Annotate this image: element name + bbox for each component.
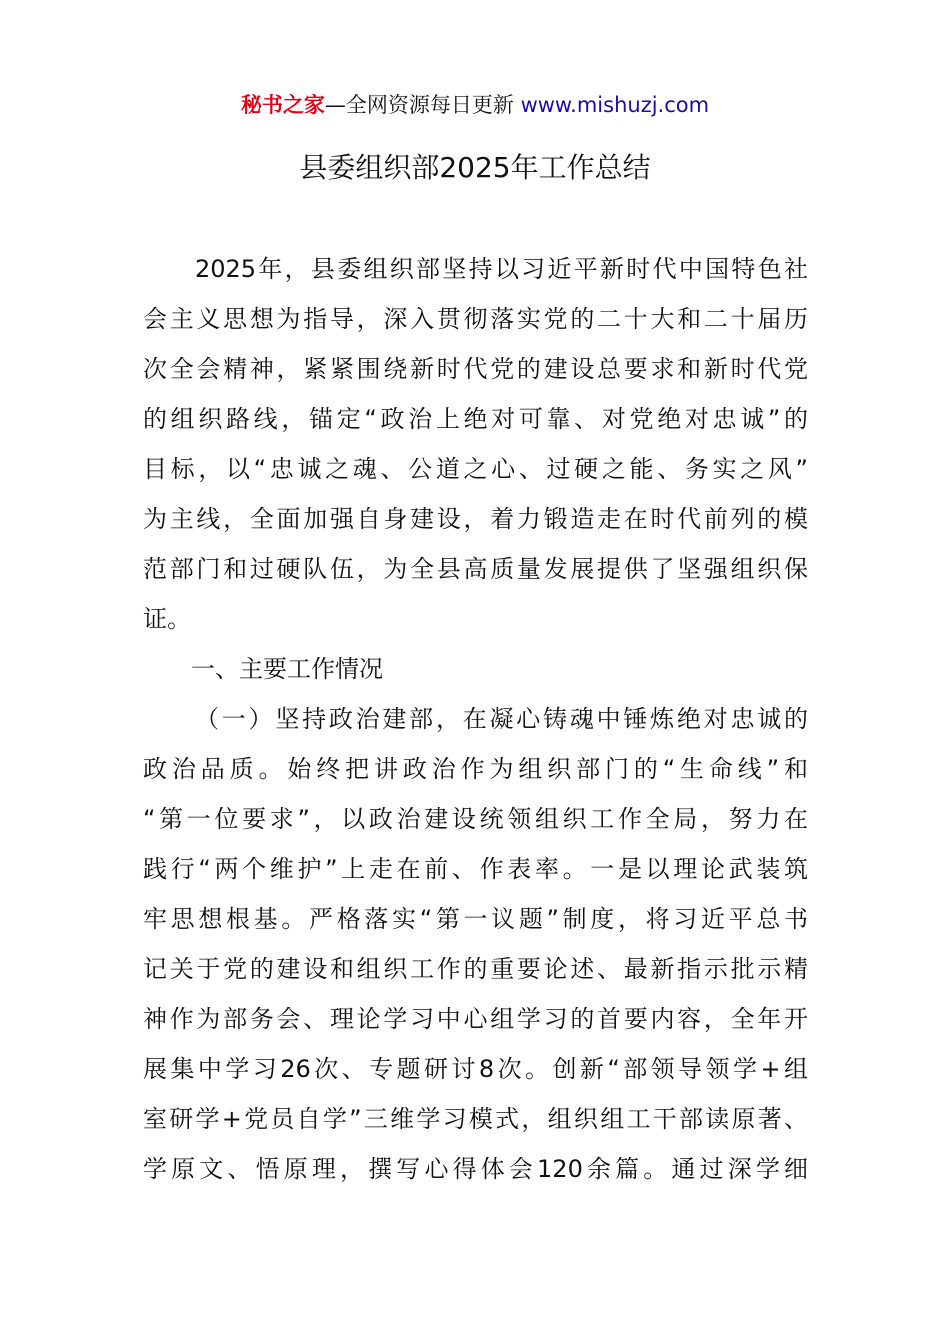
text-line: 室研学+党员自学”三维学习模式，组织组工干部读原著、 — [143, 1105, 808, 1133]
text-line: 2025年，县委组织部坚持以习近平新时代中国特色社 — [195, 255, 808, 283]
header-tagline: —全网资源每日更新 — [324, 93, 521, 117]
text-line: 政治品质。始终把讲政治作为组织部门的“生命线”和 — [143, 755, 808, 783]
paragraph-section-1 — [143, 694, 808, 1194]
text-line: 记关于党的建设和组织工作的重要论述、最新指示批示精 — [143, 955, 808, 983]
document-title: 县委组织部2025年工作总结 — [299, 151, 651, 184]
text-line: 学原文、悟原理，撰写心得体会120余篇。通过深学细 — [143, 1155, 808, 1183]
brand-name: 秘书之家 — [240, 93, 325, 117]
text-line: 践行“两个维护”上走在前、作表率。一是以理论武装筑 — [143, 855, 808, 883]
site-url[interactable]: www.mishuzj.com — [520, 93, 710, 117]
heading-line: 一、主要工作情况 — [191, 655, 383, 683]
text-line: （一）坚持政治建部，在凝心铸魂中锤炼绝对忠诚的 — [195, 705, 808, 733]
text-line: 范部门和过硬队伍，为全县高质量发展提供了坚强组织保 — [143, 555, 808, 583]
document-body — [143, 244, 808, 1194]
paragraph-intro — [143, 244, 808, 644]
site-header — [0, 88, 950, 122]
text-line: 次全会精神，紧紧围绕新时代党的建设总要求和新时代党 — [143, 355, 808, 383]
section-heading — [143, 644, 808, 694]
text-line: 目标，以“忠诚之魂、公道之心、过硬之能、务实之风” — [143, 455, 808, 483]
text-line: 会主义思想为指导，深入贯彻落实党的二十大和二十届历 — [143, 305, 808, 333]
text-line: “第一位要求”，以政治建设统领组织工作全局，努力在 — [143, 805, 808, 833]
text-line: 证。 — [143, 605, 191, 633]
text-line: 的组织路线，锚定“政治上绝对可靠、对党绝对忠诚”的 — [143, 405, 808, 433]
text-line: 展集中学习26次、专题研讨8次。创新“部领导领学+组 — [143, 1055, 808, 1083]
text-line: 为主线，全面加强自身建设，着力锻造走在时代前列的模 — [143, 505, 808, 533]
text-line: 神作为部务会、理论学习中心组学习的首要内容，全年开 — [143, 1005, 808, 1033]
text-line: 牢思想根基。严格落实“第一议题”制度，将习近平总书 — [143, 905, 808, 933]
